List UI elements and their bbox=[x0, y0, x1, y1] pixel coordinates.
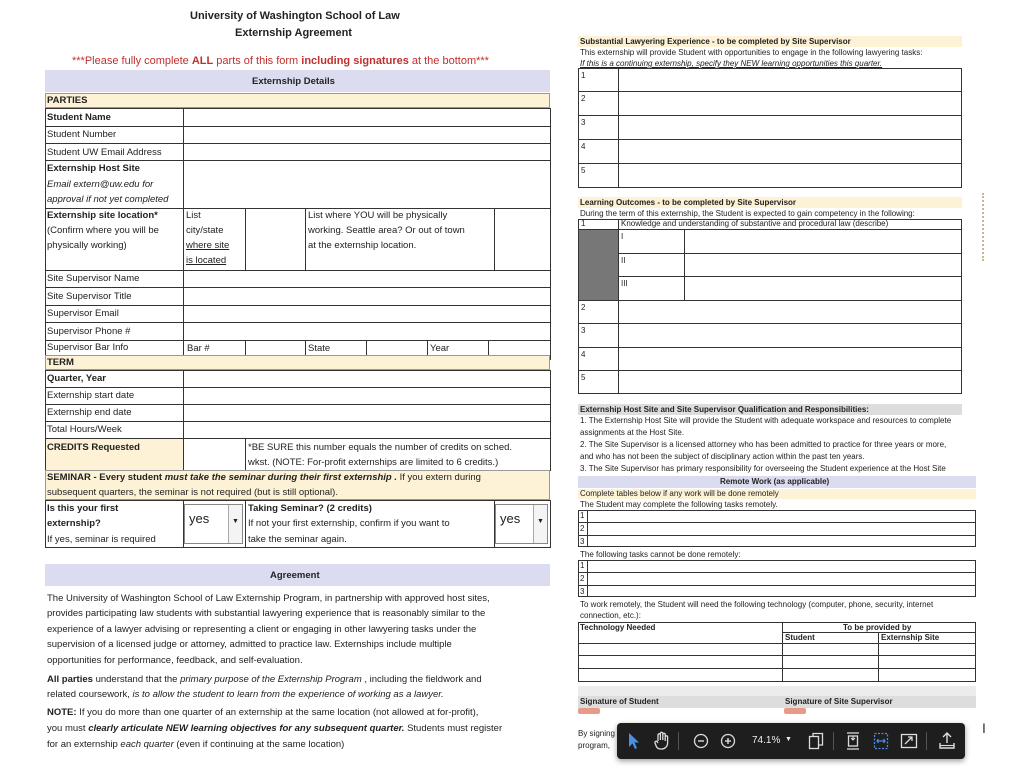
by-signing-text: By signing bbox=[578, 729, 615, 738]
seminar-line-2: subsequent quarters, the seminar is not required (but is still optional). bbox=[47, 487, 338, 498]
outcome-num-3: 3 bbox=[581, 326, 586, 335]
outcome-shade bbox=[579, 230, 618, 300]
toolbar-divider bbox=[926, 732, 927, 750]
toolbar-divider bbox=[833, 732, 834, 750]
first-externship-label-2: externship? bbox=[47, 518, 101, 529]
remote-cannot-1: 1 bbox=[580, 561, 585, 570]
fit-page-icon[interactable] bbox=[845, 732, 861, 750]
loc-list-1: List bbox=[186, 210, 201, 221]
start-date-label: Externship start date bbox=[47, 390, 135, 401]
fullscreen-icon[interactable] bbox=[900, 732, 918, 750]
student-email-label: Student UW Email Address bbox=[47, 147, 162, 158]
agreement-heading: Agreement bbox=[270, 570, 320, 581]
remote-may-1: 1 bbox=[580, 511, 585, 520]
qual-heading: Externship Host Site and Site Supervisor Qualification and Responsibilities: bbox=[580, 405, 869, 414]
remote-heading: Remote Work (as applicable) bbox=[720, 477, 830, 486]
agreement-p3-1: NOTE: If you do more than one quarter of an externship at the same location (not allowed at for-profit), bbox=[47, 707, 479, 718]
toolbar-divider bbox=[678, 732, 679, 750]
credits-note-2: wkst. (NOTE: For-profit externships are limited to 6 credits.) bbox=[248, 457, 499, 468]
sup-name-label: Site Supervisor Name bbox=[47, 273, 140, 284]
loc-list-4: is located bbox=[186, 255, 227, 266]
first-externship-label: Is this your first bbox=[47, 503, 119, 514]
zoom-out-icon[interactable] bbox=[693, 733, 709, 749]
year-label: Year bbox=[430, 343, 450, 354]
lawyering-num-3: 3 bbox=[581, 118, 586, 127]
remote-may-2: 2 bbox=[580, 524, 585, 533]
credits-label: CREDITS Requested bbox=[47, 442, 140, 453]
loc-list-2: city/state bbox=[186, 225, 224, 236]
outcome-num-5: 5 bbox=[581, 373, 586, 382]
agreement-p3-3: for an externship each quarter (even if continuing at the same location) bbox=[47, 739, 345, 750]
lawyering-num-2: 2 bbox=[581, 94, 586, 103]
outcome-roman-2: II bbox=[621, 256, 626, 265]
chevron-down-icon: ▼ bbox=[533, 505, 547, 543]
loc-note-1: List where YOU will be physically bbox=[308, 210, 448, 221]
tech-line-1: To work remotely, the Student will need the following technology (computer, phone, security, internet bbox=[580, 600, 934, 609]
remote-may: The Student may complete the following tasks remotely. bbox=[580, 500, 778, 509]
student-col-label: Student bbox=[785, 633, 815, 642]
host-approval-note: approval if not yet completed bbox=[47, 194, 169, 205]
agreement-p1-1: The University of Washington School of Law Externship Program, in partnership with approved host sites, bbox=[47, 593, 490, 604]
qual-2: 2. The Site Supervisor is a licensed attorney who has been admitted to practice for three years or more, bbox=[580, 440, 947, 449]
loc-note-2: working. Seattle area? Or out of town bbox=[308, 225, 465, 236]
state-label: State bbox=[308, 343, 331, 354]
fit-width-icon[interactable] bbox=[873, 732, 889, 750]
floating-toolbar bbox=[617, 723, 965, 759]
hand-icon[interactable] bbox=[653, 731, 671, 751]
taking-seminar-label: Taking Seminar? (2 credits) bbox=[248, 503, 372, 514]
qual-2b: and who has not been the subject of disciplinary action within the past ten years. bbox=[580, 452, 865, 461]
sup-phone-label: Supervisor Phone # bbox=[47, 326, 131, 337]
sup-email-label: Supervisor Email bbox=[47, 308, 119, 319]
outcome-roman-1: I bbox=[621, 232, 624, 241]
outcome-roman-3: III bbox=[621, 279, 628, 288]
sup-title-label: Site Supervisor Title bbox=[47, 291, 132, 302]
agreement-p1-2: provides participating law students with substantial lawyering experience that is reasonably similar to the bbox=[47, 608, 486, 619]
sig-gap bbox=[578, 686, 976, 696]
term-band bbox=[45, 355, 550, 370]
first-externship-value: yes bbox=[189, 511, 210, 526]
term-label: TERM bbox=[47, 357, 74, 368]
student-name-label: Student Name bbox=[47, 112, 111, 123]
program-text: program, bbox=[578, 741, 611, 750]
lawyering-num-4: 4 bbox=[581, 142, 586, 151]
outcome-num-2: 2 bbox=[581, 303, 586, 312]
parties-band bbox=[45, 93, 550, 108]
bar-num-label: Bar # bbox=[187, 343, 210, 354]
outcomes-line: During the term of this externship, the Student is expected to gain competency in the following: bbox=[580, 209, 915, 218]
pointer-icon[interactable] bbox=[627, 732, 641, 750]
outcomes-heading: Learning Outcomes - to be completed by Site Supervisor bbox=[580, 198, 797, 207]
first-externship-select[interactable] bbox=[184, 504, 243, 544]
sup-bar-label: Supervisor Bar Info bbox=[47, 342, 129, 353]
form-title: Externship Agreement bbox=[235, 27, 352, 39]
taking-seminar-select[interactable] bbox=[495, 504, 548, 544]
remote-may-table bbox=[578, 510, 976, 547]
remote-cannot-3: 3 bbox=[580, 587, 585, 596]
hours-label: Total Hours/Week bbox=[47, 424, 122, 435]
qual-3: 3. The Site Supervisor has primary responsibility for overseeing the Student experience at the Host Site bbox=[580, 464, 946, 473]
qual-1b: assignments at the Host Site. bbox=[580, 428, 685, 437]
share-upload-icon[interactable] bbox=[938, 731, 956, 751]
quarter-label: Quarter, Year bbox=[47, 373, 106, 384]
zoom-in-icon[interactable] bbox=[720, 733, 736, 749]
site-location-confirm: (Confirm where you will be bbox=[47, 225, 159, 236]
host-site-label: Externship Host Site bbox=[47, 163, 140, 174]
taking-seminar-note-1: If not your first externship, confirm if you want to bbox=[248, 518, 450, 529]
lawyering-num-1: 1 bbox=[581, 71, 586, 80]
parties-label: PARTIES bbox=[47, 95, 88, 106]
host-col-label: Externship Site bbox=[881, 633, 940, 642]
agreement-p1-3: experience of a lawyer advising or representing a client or engaging in other lawyering tasks under the bbox=[47, 624, 477, 635]
seminar-required-note: If yes, seminar is required bbox=[47, 534, 156, 545]
remote-cannot-2: 2 bbox=[580, 574, 585, 583]
site-location-label: Externship site location* bbox=[47, 210, 158, 221]
agreement-p1-5: opportunities for performance, feedback, and self-evaluation. bbox=[47, 655, 303, 666]
lawyering-table bbox=[578, 68, 962, 188]
scroll-marker[interactable] bbox=[982, 193, 986, 261]
chevron-down-icon: ▼ bbox=[228, 505, 242, 543]
lawyering-heading: Substantial Lawyering Experience - to be completed by Site Supervisor bbox=[580, 37, 851, 46]
tech-needed-label: Technology Needed bbox=[580, 623, 656, 632]
credits-note-1: *BE SURE this number equals the number of credits on sched. bbox=[248, 442, 513, 453]
university-title: University of Washington School of Law bbox=[190, 10, 400, 22]
tech-line-2: connection, etc.): bbox=[580, 611, 641, 620]
chevron-down-icon[interactable]: ▼ bbox=[785, 736, 792, 743]
agreement-p2-2: related coursework, is to allow the student to learn from the experience of working as a lawyer. bbox=[47, 689, 444, 700]
loc-list-3: where site bbox=[186, 240, 230, 251]
details-heading: Externship Details bbox=[252, 76, 335, 87]
lawyering-line: This externship will provide Student with opportunities to engage in the following lawyering tasks: bbox=[580, 48, 923, 57]
outcome-num-4: 4 bbox=[581, 350, 586, 359]
outcomes-table bbox=[578, 219, 962, 394]
sig-supervisor-label: Signature of Site Supervisor bbox=[785, 697, 893, 706]
notice: ***Please fully complete ALL parts of this form including signatures at the bottom*** bbox=[72, 55, 489, 67]
agreement-p1-4: supervision of a licensed judge or attorney, admitted to practice law. Externships include multiple bbox=[47, 639, 452, 650]
seminar-line-1: SEMINAR - Every student must take the seminar during their first externship . If you extern during bbox=[47, 472, 481, 483]
site-location-physical: physically working) bbox=[47, 240, 127, 251]
remote-cannot: The following tasks cannot be done remotely: bbox=[580, 550, 741, 559]
remote-may-3: 3 bbox=[580, 537, 585, 546]
student-number-label: Student Number bbox=[47, 129, 117, 140]
remote-note: Complete tables below if any work will be done remotely bbox=[580, 489, 779, 498]
zoom-level[interactable]: 74.1% bbox=[752, 735, 781, 746]
taking-seminar-note-2: take the seminar again. bbox=[248, 534, 347, 545]
agreement-p3-2: you must clearly articulate NEW learning objectives for any subsequent quarter. Students must register bbox=[47, 723, 503, 734]
host-email-note: Email extern@uw.edu for bbox=[47, 179, 154, 190]
outcome-1-text: Knowledge and understanding of substantive and procedural law (describe) bbox=[621, 219, 889, 228]
sig-supervisor-flag[interactable] bbox=[784, 708, 806, 714]
end-date-label: Externship end date bbox=[47, 407, 132, 418]
provided-by-label: To be provided by bbox=[843, 623, 912, 632]
outcome-num-1: 1 bbox=[581, 219, 586, 228]
text-cursor: I bbox=[982, 720, 986, 736]
loc-note-3: at the externship location. bbox=[308, 240, 417, 251]
taking-seminar-value: yes bbox=[500, 511, 521, 526]
lawyering-note: If this is a continuing externship, specify they NEW learning opportunities this quarter. bbox=[580, 59, 883, 68]
sig-student-flag[interactable] bbox=[578, 708, 600, 714]
qual-1: 1. The Externship Host Site will provide the Student with adequate workspace and resources to complete bbox=[580, 416, 952, 425]
agreement-p2-1: All parties understand that the primary purpose of the Externship Program , including the fieldwork and bbox=[47, 674, 482, 685]
remote-cannot-table bbox=[578, 560, 976, 597]
sig-student-label: Signature of Student bbox=[580, 697, 659, 706]
page-copy-icon[interactable] bbox=[808, 732, 824, 750]
lawyering-num-5: 5 bbox=[581, 166, 586, 175]
